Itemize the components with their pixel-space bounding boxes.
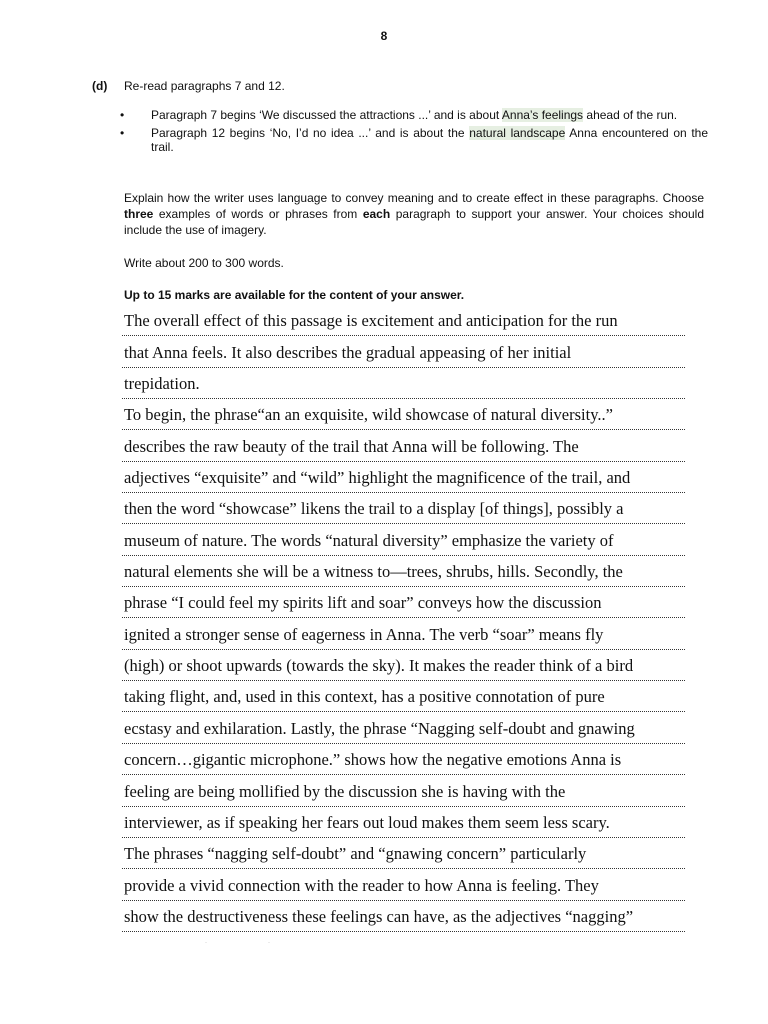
answer-line-text: interviewer, as if speaking her fears out loud makes them seem less scary. [124,812,610,832]
word-count-note: Write about 200 to 300 words. [124,256,284,270]
instructions-text: Explain how the writer uses language to convey meaning and to create effect in these paragraphs. Choose [124,191,704,205]
bullet-text-end: ahead of the run. [583,108,678,122]
answer-line [122,587,685,618]
bullet-icon: • [120,126,125,140]
answer-line-text: trepidation. [124,374,200,394]
bullet-item [118,108,708,122]
scan-speck: · [268,940,270,946]
answer-line-text: natural elements she will be a witness to—trees, shrubs, hills. Secondly, the [124,562,623,582]
answer-line-text: feeling are being mollified by the discussion she is having with the [124,781,566,801]
bullet-item [118,126,708,154]
bullet-text: Paragraph 7 begins ‘We discussed the attractions ...’ and is about [151,108,502,122]
answer-line [122,336,685,367]
answer-line [122,462,685,493]
instructions-text: examples of words or phrases from [153,207,363,221]
answer-line [122,368,685,399]
answer-line-text: describes the raw beauty of the trail that Anna will be following. The [124,436,579,456]
answer-line-text: phrase “I could feel my spirits lift and soar” conveys how the discussion [124,593,602,613]
answer-line [122,807,685,838]
answer-line-text: adjectives “exquisite” and “wild” highlight the magnificence of the trail, and [124,468,631,488]
bullet-text-end: Anna encountered on the trail. [151,126,709,154]
bullet-text: Paragraph 12 begins ‘No, I’d no idea ...’ and is about the [151,126,470,140]
answer-line-text: then the word “showcase” likens the trail to a display [of things], possibly a [124,499,624,519]
paragraph-bullets [118,108,708,158]
answer-line [122,650,685,681]
answer-line-text: that Anna feels. It also describes the gradual appeasing of her initial [124,342,572,362]
answer-line-text: The overall effect of this passage is excitement and anticipation for the run [124,311,618,331]
answer-line [122,744,685,775]
answer-line-text: The phrases “nagging self-doubt” and “gnawing concern” particularly [124,844,587,864]
answer-line [122,681,685,712]
instructions-text: paragraph to support your answer. Your choices should include the use of imagery. [124,207,704,237]
answer-line [122,524,685,555]
answer-line [122,869,685,900]
answer-line [122,775,685,806]
scan-speck: · [205,940,207,946]
answer-line-text: museum of nature. The words “natural diversity” emphasize the variety of [124,530,614,550]
answer-line-text: show the destructiveness these feelings can have, as the adjectives “nagging” [124,906,634,926]
answer-line-text: ecstasy and exhilaration. Lastly, the phrase “Nagging self-doubt and gnawing [124,718,635,738]
question-label: (d) [92,79,108,93]
answer-line-text: taking flight, and, used in this context, has a positive connotation of pure [124,687,605,707]
answer-line-text: To begin, the phrase“an an exquisite, wild showcase of natural diversity..” [124,405,613,425]
handwritten-answer-area [122,305,685,932]
answer-line [122,838,685,869]
answer-line [122,430,685,461]
highlighted-phrase: natural landscape [469,126,566,140]
answer-line [122,399,685,430]
answer-line-text: ignited a stronger sense of eagerness in Anna. The verb “soar” means fly [124,624,604,644]
answer-line [122,618,685,649]
instructions-emphasis: three [124,207,154,221]
answer-line [122,305,685,336]
answer-line-text: (high) or shoot upwards (towards the sky). It makes the reader think of a bird [124,656,634,676]
answer-line [122,556,685,587]
answer-line-text: concern…gigantic microphone.” shows how the negative emotions Anna is [124,750,622,770]
answer-line [122,901,685,932]
highlighted-phrase: Anna’s feelings [501,108,584,122]
answer-line-text: provide a vivid connection with the reader to how Anna is feeling. They [124,875,599,895]
marks-note: Up to 15 marks are available for the content of your answer. [124,288,465,302]
answer-line [122,493,685,524]
bullet-icon: • [120,108,125,122]
page-number: 8 [380,29,388,43]
task-instructions [124,190,704,238]
question-text: Re-read paragraphs 7 and 12. [124,79,285,93]
answer-line [122,712,685,743]
instructions-emphasis: each [362,207,391,221]
